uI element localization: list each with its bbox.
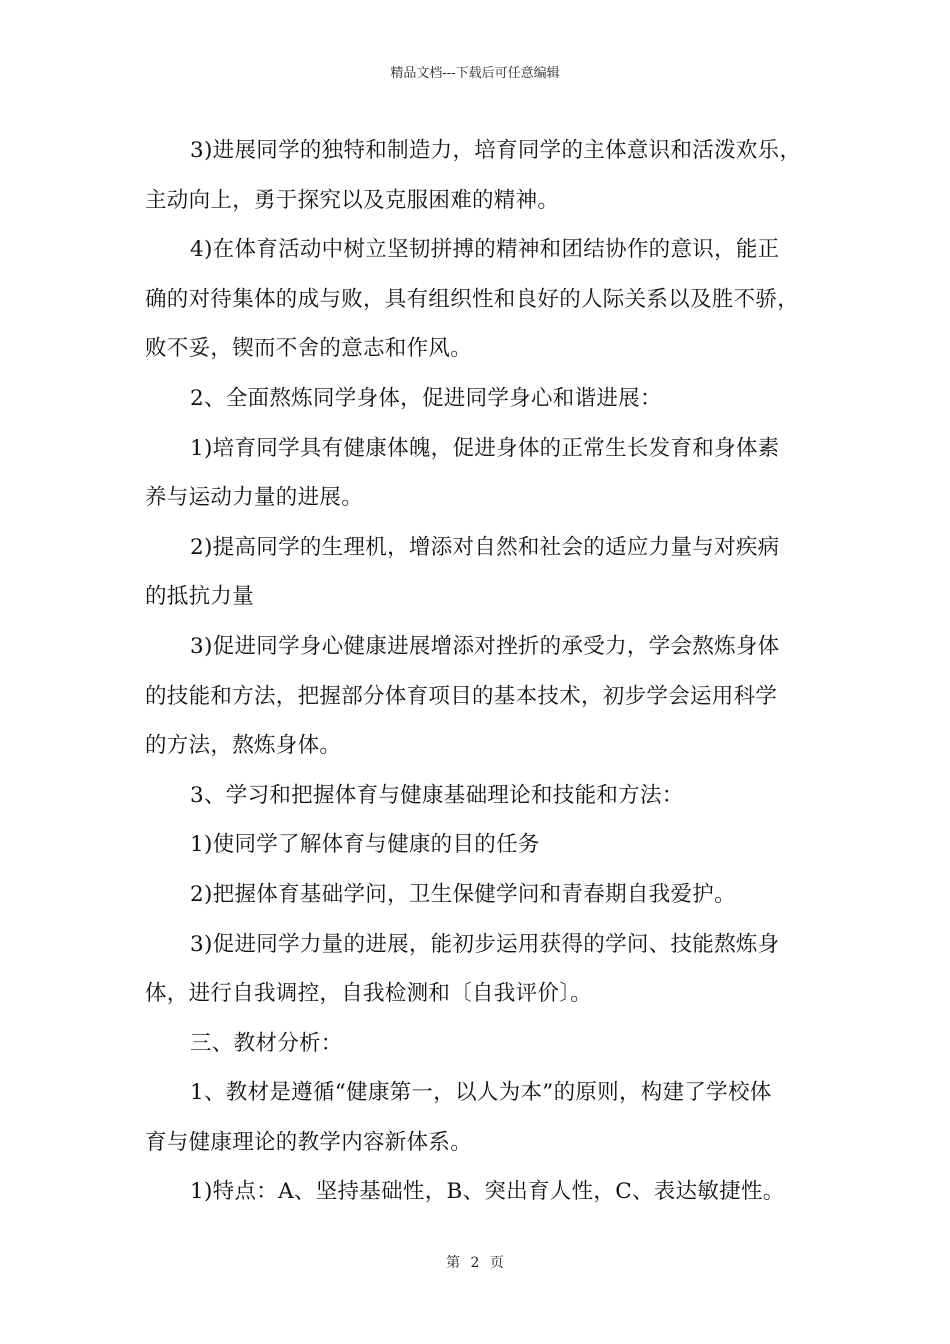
page-number: 2 xyxy=(470,1255,480,1271)
text-line: 3)进展同学的独特和制造力，培育同学的主体意识和活泼欢乐， xyxy=(190,138,802,163)
text-line: 主动向上，勇于探究以及克服困难的精神。 xyxy=(145,187,560,213)
text-line: 确的对待集体的成与败，具有组织性和良好的人际关系以及胜不骄， xyxy=(145,286,800,312)
paragraph xyxy=(145,1167,815,1217)
text-line: 的方法，熬炼身体。 xyxy=(145,733,342,759)
text-line: 养与运动力量的进展。 xyxy=(145,485,364,511)
text-line: 的抵抗力量 xyxy=(145,584,255,610)
paragraph xyxy=(145,771,815,821)
text-line: 1)培育同学具有健康体魄，促进身体的正常生长发育和身体素 xyxy=(190,435,780,461)
text-line: 败不妥，锲而不舍的意志和作风。 xyxy=(145,336,473,362)
text-line: 1)使同学了解体育与健康的目的任务 xyxy=(190,832,540,858)
page-header xyxy=(0,66,950,82)
paragraph xyxy=(145,126,815,225)
text-line: 2)提高同学的生理机，增添对自然和社会的适应力量与对疾病 xyxy=(190,534,780,560)
paragraph xyxy=(145,424,815,523)
text-line: 体，进行自我调控，自我检测和〔自我评价〕。 xyxy=(145,981,593,1007)
paragraph xyxy=(145,523,815,622)
page-number-prefix: 第 xyxy=(446,1255,461,1271)
paragraph xyxy=(145,374,815,424)
paragraph xyxy=(145,870,815,920)
text-line: 三、教材分析： xyxy=(190,1030,343,1056)
section-heading xyxy=(145,1019,815,1069)
text-line: 3)促进同学身心健康进展增添对挫折的承受力，学会熬炼身体 xyxy=(190,633,780,659)
page-footer xyxy=(0,1254,950,1272)
text-line: 3)促进同学力量的进展，能初步运用获得的学问、技能熬炼身 xyxy=(190,931,780,957)
paragraph xyxy=(145,225,815,374)
text-line: 2、全面熬炼同学身体，促进同学身心和谐进展： xyxy=(190,385,662,411)
text-line: 的技能和方法，把握部分体育项目的基本技术，初步学会运用科学 xyxy=(145,683,778,709)
text-line: 1)特点：A、坚持基础性，B、突出育人性，C、表达敏捷性。 xyxy=(190,1179,785,1205)
text-line: 2)把握体育基础学问，卫生保健学问和青春期自我爱护。 xyxy=(190,881,736,907)
text-line: 3、学习和把握体育与健康基础理论和技能和方法： xyxy=(190,782,684,808)
document-body xyxy=(145,126,815,1217)
paragraph xyxy=(145,622,815,771)
page-number-suffix: 页 xyxy=(489,1255,504,1271)
text-line: 1、教材是遵循“健康第一，以人为本”的原则，构建了学校体 xyxy=(190,1080,772,1106)
paragraph xyxy=(145,1068,815,1167)
paragraph xyxy=(145,820,815,870)
paragraph xyxy=(145,920,815,1019)
text-line: 育与健康理论的教学内容新体系。 xyxy=(145,1129,473,1155)
header-text: 精品文档---下载后可任意编辑 xyxy=(390,66,560,81)
text-line: 4)在体育活动中树立坚韧拼搏的精神和团结协作的意识，能正 xyxy=(190,237,780,263)
